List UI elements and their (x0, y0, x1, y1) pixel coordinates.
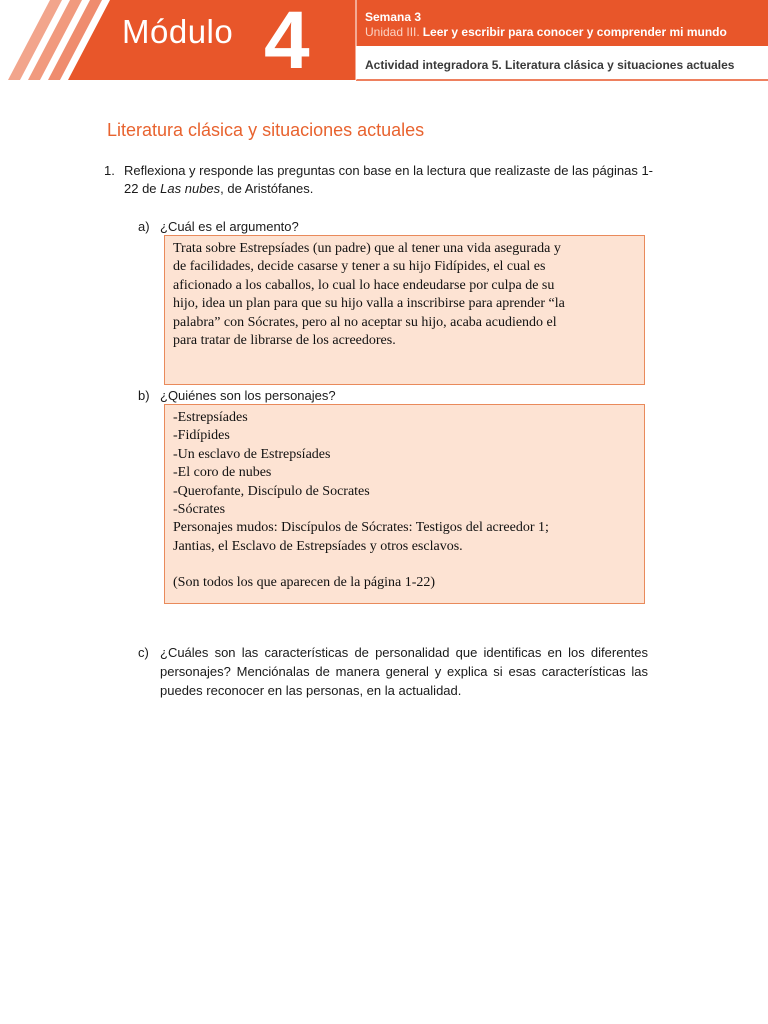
question-number: 1. (104, 163, 115, 178)
sub-question-a (138, 218, 648, 236)
sub-question-text: ¿Quiénes son los personajes? (160, 388, 336, 403)
question-text-part: , de Aristófanes. (220, 181, 314, 196)
answer-line: -Querofante, Discípulo de Socrates (173, 483, 370, 499)
answer-line: -Sócrates (173, 502, 226, 518)
answer-line: -El coro de nubes (173, 465, 272, 481)
question-text-part: Reflexiona y responde las preguntas con base en la lectura que realizaste de las páginas 1-22 de (124, 163, 654, 196)
question-text (124, 162, 664, 198)
sub-question-letter: a) (138, 219, 150, 234)
module-header (0, 0, 768, 84)
answer-line: palabra” con Sócrates, pero al no aceptar su hijo, acaba acudiendo el (173, 314, 557, 330)
module-number: 4 (264, 0, 310, 86)
answer-line: -Fidípides (173, 428, 230, 444)
answer-note: (Son todos los que aparecen de la página 1-22) (173, 575, 436, 591)
answer-box-b[interactable] (164, 404, 645, 604)
answer-line: para tratar de librarse de los acreedores. (173, 333, 396, 349)
sub-question-letter: b) (138, 388, 150, 403)
answer-box-a[interactable] (164, 235, 645, 385)
answer-line: -Un esclavo de Estrepsíades (173, 446, 331, 462)
sub-question-text: ¿Cuál es el argumento? (160, 219, 299, 234)
sub-question-b (138, 387, 648, 405)
answer-spacer (173, 556, 636, 574)
page-title: Literatura clásica y situaciones actuales (107, 120, 425, 140)
book-title: Las nubes (160, 181, 221, 196)
unit-line (365, 25, 727, 39)
answer-line: -Estrepsíades (173, 410, 248, 425)
sub-question-letter: c) (138, 645, 149, 660)
week-label: Semana 3 (365, 10, 422, 24)
answer-line: Personajes mudos: Discípulos de Sócrates: Testigos del acreedor 1; (173, 520, 549, 536)
answer-line: de facilidades, decide casarse y tener a su hijo Fidípides, el cual es (173, 259, 546, 275)
unit-title: Leer y escribir para conocer y comprender mi mundo (422, 25, 727, 39)
answer-line: Trata sobre Estrepsíades (un padre) que al tener una vida asegurada y (173, 241, 561, 256)
activity-title: Actividad integradora 5. Literatura clásica y situaciones actuales (365, 58, 735, 72)
sub-question-text: ¿Cuáles son las características de personalidad que identificas en los diferentes personajes? Menciónalas de manera general y explica si esas características las puedes reconocer en las personas, en la actualidad. (160, 645, 648, 698)
answer-line: hijo, idea un plan para que su hijo valla a inscribirse para aprender “la (173, 296, 565, 312)
unit-prefix: Unidad III. (365, 25, 420, 39)
answer-line: Jantias, el Esclavo de Estrepsíades y otros esclavos. (173, 538, 463, 554)
answer-line: aficionado a los caballos, lo cual lo hace endeudarse por culpa de su (173, 277, 555, 293)
module-label: Módulo (122, 13, 234, 50)
